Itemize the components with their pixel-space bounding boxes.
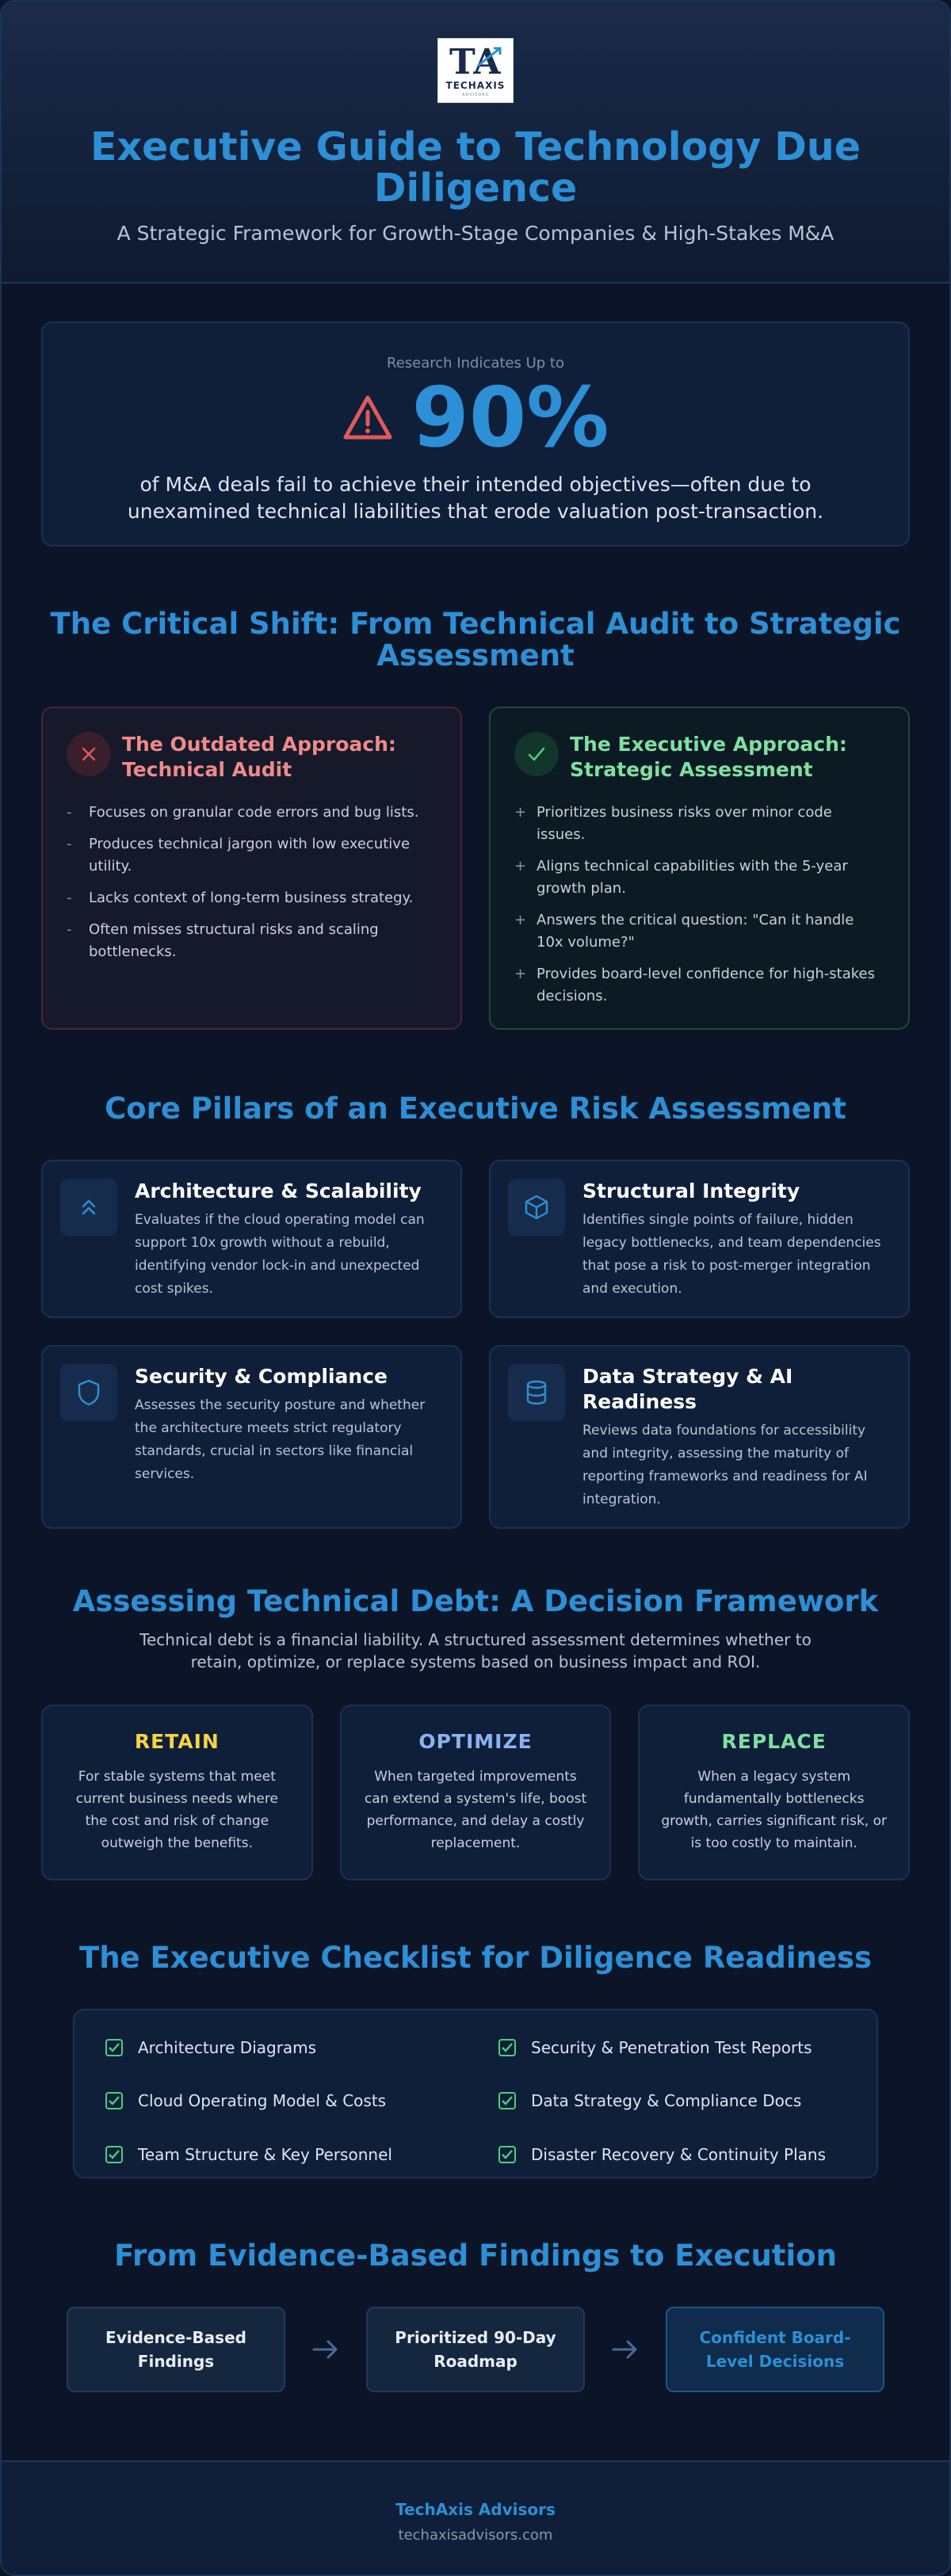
flow-section-title: From Evidence-Based Findings to Execution (114, 2239, 837, 2273)
list-item: - Produces technical jargon with low executive utility. (67, 836, 411, 875)
list-item: + Answers the critical question: "Can it handle 10x volume?" (514, 912, 854, 951)
retain-card (41, 1705, 313, 1881)
checklist-section-title: The Executive Checklist for Diligence Readiness (78, 1941, 873, 1975)
checkbox-checked-icon (105, 2091, 124, 2110)
checkbox-checked-icon (105, 2145, 124, 2164)
stat-value: 90% (411, 369, 609, 466)
readiness-checklist (73, 2009, 878, 2178)
execution-flow (41, 2307, 910, 2392)
warning-icon (342, 394, 393, 440)
checklist-item: Disaster Recovery & Continuity Plans (498, 2144, 877, 2165)
footer-brand: TechAxis Advisors (395, 2500, 556, 2519)
stat-kicker: Research Indicates Up to (387, 355, 564, 372)
statistic-callout (41, 322, 910, 547)
pillar-card (489, 1160, 910, 1318)
executive-approach-title: The Executive Approach: Strategic Assessment (570, 733, 847, 781)
checklist-item: Security & Penetration Test Reports (498, 2037, 877, 2058)
card-text: When targeted improvements can extend a system's life, boost performance, and delay a costly replacement. (364, 1769, 587, 1851)
card-text: When a legacy system fundamentally bottlenecks growth, carries significant risk, or is too costly to maintain. (661, 1769, 887, 1851)
footer-website-link[interactable]: techaxisadvisors.com (398, 2527, 553, 2544)
optimize-card (340, 1705, 612, 1881)
header (2, 2, 949, 284)
outdated-approach-card (41, 707, 462, 1030)
company-logo (437, 38, 514, 103)
pillars-section-title: Core Pillars of an Executive Risk Assessment (105, 1092, 846, 1126)
approach-comparison (41, 707, 910, 1030)
footer (2, 2460, 949, 2574)
arrow-right-icon (312, 2338, 339, 2361)
shift-section-title: The Critical Shift: From Technical Audit to Strategic Assessment (50, 607, 901, 673)
stat-description: of M&A deals fail to achieve their intended objectives—often due to unexamined technical liabilities that erode valuation post-transaction. (127, 473, 824, 523)
list-item: - Lacks context of long-term business strategy. (67, 890, 414, 906)
arrow-right-icon (612, 2338, 639, 2361)
card-label: RETAIN (134, 1730, 220, 1753)
checkbox-checked-icon (498, 2145, 517, 2164)
checklist-item: Data Strategy & Compliance Docs (498, 2090, 877, 2111)
executive-approach-card (489, 707, 910, 1030)
debt-framework (41, 1705, 910, 1881)
checklist-item: Team Structure & Key Personnel (105, 2144, 498, 2165)
checkbox-checked-icon (498, 2091, 517, 2110)
pillars-grid (41, 1160, 910, 1529)
pillar-text: Evaluates if the cloud operating model can support 10x growth without a rebuild, identifying vendor lock-in and unexpected cost spikes. (135, 1212, 425, 1297)
card-label: OPTIMIZE (418, 1730, 533, 1753)
list-item: + Prioritizes business risks over minor code issues. (514, 804, 832, 843)
page-title: Executive Guide to Technology Due Diligence (90, 124, 861, 211)
check-icon (514, 732, 559, 776)
list-item: - Focuses on granular code errors and bug lists. (67, 804, 419, 821)
page-subtitle: A Strategic Framework for Growth-Stage Companies & High-Stakes M&A (116, 222, 835, 245)
pillar-text: Assesses the security posture and whether the architecture meets strict regulatory standards, crucial in sectors like financial services. (135, 1397, 426, 1482)
list-item: - Often misses structural risks and scaling bottlenecks. (67, 921, 379, 960)
checkbox-checked-icon (105, 2038, 124, 2057)
logo-name: TECHAXIS (445, 80, 506, 91)
double-chevron-up-icon (60, 1179, 117, 1236)
flow-step: Prioritized 90-Day Roadmap (366, 2307, 585, 2392)
flow-step-final: Confident Board-Level Decisions (666, 2307, 884, 2392)
pillar-text: Identifies single points of failure, hidden legacy bottlenecks, and team dependencies that pose a risk to post-merger integration and execution. (582, 1212, 881, 1297)
pillar-card (41, 1160, 462, 1318)
list-item: + Provides board-level confidence for high-stakes decisions. (514, 966, 875, 1004)
pillar-title: Data Strategy & AI Readiness (582, 1365, 793, 1413)
logo-mark: TA (449, 42, 501, 82)
pillar-title: Architecture & Scalability (135, 1179, 422, 1202)
logo-subtext: ADVISORS (462, 93, 489, 97)
flow-step: Evidence-Based Findings (67, 2307, 285, 2392)
database-icon (508, 1364, 565, 1421)
debt-section-title: Assessing Technical Debt: A Decision Framework (72, 1584, 879, 1618)
checklist-item: Architecture Diagrams (105, 2037, 498, 2058)
checkbox-checked-icon (498, 2038, 517, 2057)
checklist-item: Cloud Operating Model & Costs (105, 2090, 498, 2111)
card-label: REPLACE (721, 1730, 827, 1753)
cube-icon (508, 1179, 565, 1236)
pillar-card (489, 1345, 910, 1529)
outdated-approach-title: The Outdated Approach: Technical Audit (122, 733, 396, 781)
pillar-text: Reviews data foundations for accessibility and integrity, assessing the maturity of reporting frameworks and readiness for AI integration. (582, 1423, 868, 1507)
card-text: For stable systems that meet current business needs where the cost and risk of change outweigh the benefits. (75, 1769, 278, 1851)
executive-approach-list (514, 802, 884, 1008)
pillar-title: Structural Integrity (582, 1179, 800, 1202)
shield-icon (60, 1364, 117, 1421)
close-icon (67, 732, 111, 776)
pillar-title: Security & Compliance (135, 1365, 388, 1388)
pillar-card (41, 1345, 462, 1529)
logo-arrow-icon (476, 45, 505, 69)
replace-card (638, 1705, 910, 1881)
outdated-approach-list (67, 802, 437, 963)
list-item: + Aligns technical capabilities with the 5-year growth plan. (514, 858, 848, 897)
debt-intro: Technical debt is a financial liability. A structured assessment determines whether to retain, optimize, or replace systems based on business impact and ROI. (139, 1630, 812, 1671)
